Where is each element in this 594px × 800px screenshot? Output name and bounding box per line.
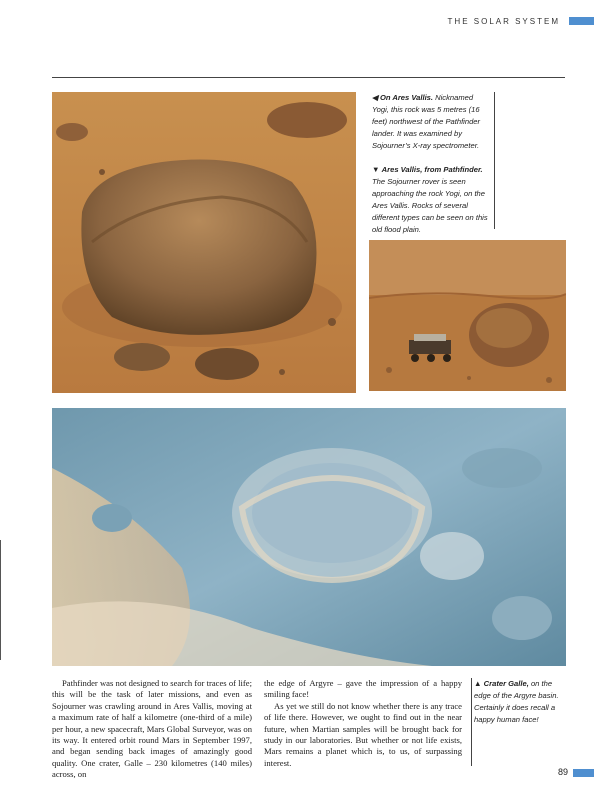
caption-title: On Ares Vallis. (379, 93, 434, 102)
caption-text: on the edge of the Argyre basin. Certainly it does recall a happy human face! (474, 679, 559, 724)
caption-arrow-up-icon: ▲ (474, 679, 482, 688)
caption-rule (494, 92, 495, 229)
caption-title: Ares Vallis, from Pathfinder. (381, 165, 483, 174)
body-paragraph: Pathfinder was not designed to search for traces of life; this will be the task of later missions, and even as Sojourner was crawling around in Ares Vallis, moving at a maximum rate of half a kilometre (one-third of a mile) per hour, a new spacecraft, Mars Global Surveyor, was on its way. It entered orbit round Mars in September 1997, and began sending back images of amazingly good quality. One crater, Galle – 230 kilometres (140 miles) across, on (52, 678, 252, 780)
caption-text: The Sojourner rover is seen approaching the rock Yogi, on the Ares Vallis. Rocks of several different types can be seen on this old flood plain. (372, 177, 488, 234)
section-label: THE SOLAR SYSTEM (447, 17, 560, 26)
header-accent-bar (569, 17, 594, 25)
caption-ares-vallis (372, 92, 490, 236)
caption-title: Crater Galle, (483, 679, 529, 688)
caption-arrow-down-icon: ▼ (372, 165, 380, 174)
body-column-2 (264, 678, 462, 769)
page-number: 89 (557, 767, 568, 777)
photo-sojourner-rover (369, 240, 566, 391)
header-rule (52, 77, 565, 78)
caption-yogi-rock (372, 92, 490, 152)
caption-arrow-left-icon: ◀ (372, 93, 378, 102)
footer-accent-bar (573, 769, 594, 777)
caption-rover (372, 164, 490, 236)
page-edge-mark (0, 540, 1, 660)
caption-crater-galle (474, 678, 566, 726)
caption-rule (471, 678, 472, 766)
photo-yogi-rock (52, 92, 356, 393)
caption-text: Nicknamed Yogi, this rock was 5 metres (16 feet) northwest of the Pathfinder lander. It was examined by Sojourner’s X-ray spectrometer. (372, 93, 481, 150)
body-paragraph: As yet we still do not know whether there is any trace of life there. However, we ought to find out in the near future, when Martian samples will be brought back for study in our laboratories. But whether or not life exists, Mars remains a planet which is, to us, of surpassing interest. (264, 700, 462, 768)
body-paragraph: the edge of Argyre – gave the impression of a happy smiling face! (264, 678, 462, 700)
caption-galle-text (474, 678, 566, 726)
photo-crater-galle (52, 408, 566, 666)
body-column-1 (52, 678, 252, 781)
